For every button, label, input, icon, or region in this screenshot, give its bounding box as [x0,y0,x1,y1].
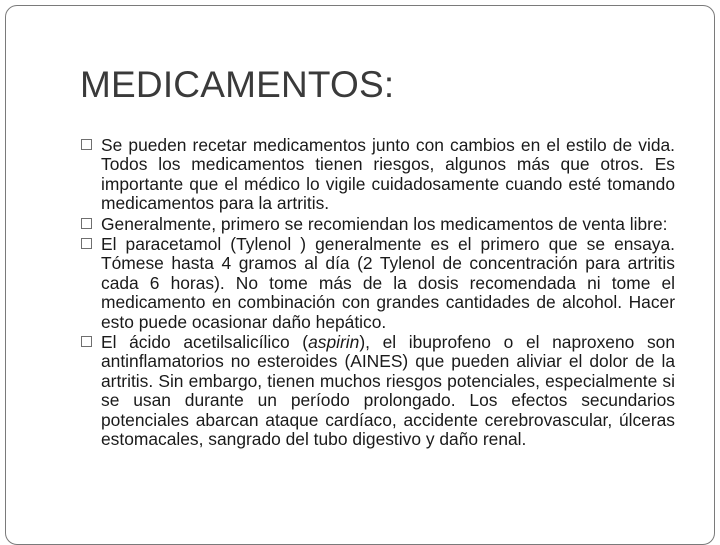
bullet-text: Generalmente, primero se recomiendan los medicamentos de venta libre: [101,213,668,234]
bullet-item [79,215,675,234]
slide [5,5,715,545]
slide-title: MEDICAMENTOS: [80,64,395,105]
bullet-item [79,235,675,332]
bullet-text: El paracetamol (Tylenol ) generalmente es el primero que se ensaya. Tómese hasta 4 gramos al día (2 Tylenol de concentración para artritis cada 6 horas). No tome más de la dosis recomendada ni tome el medicamento en combinación con grandes cantidades de alcohol. Hacer esto puede ocasionar daño hepático. [101,234,675,332]
square-bullet-icon [81,336,92,347]
bullet-text-after: ), el ibuprofeno o el naproxeno son antinflamatorios no esteroides (AINES) que pueden aliviar el dolor de la artritis. Sin embargo, tienen muchos riesgos potenciales, especialmente si se usan durante un período prolongado. Los efectos secundarios potenciales abarcan ataque cardíaco, accidente cerebrovascular, úlceras estomacales, sangrado del tubo digestivo y daño renal. [101,332,675,450]
square-bullet-icon [81,139,92,150]
bullet-text: Se pueden recetar medicamentos junto con cambios en el estilo de vida. Todos los medicamentos tienen riesgos, algunos más que otros. Es importante que el médico lo vigile cuidadosamente cuando esté tomando medicamentos para la artritis. [101,135,675,214]
bullet-list [79,136,675,451]
bullet-item [79,136,675,214]
square-bullet-icon [81,218,92,229]
bullet-text-italic: aspirin [308,332,360,353]
bullet-item [79,333,675,449]
bullet-text-before: El ácido acetilsalicílico ( [101,332,309,353]
square-bullet-icon [81,238,92,249]
